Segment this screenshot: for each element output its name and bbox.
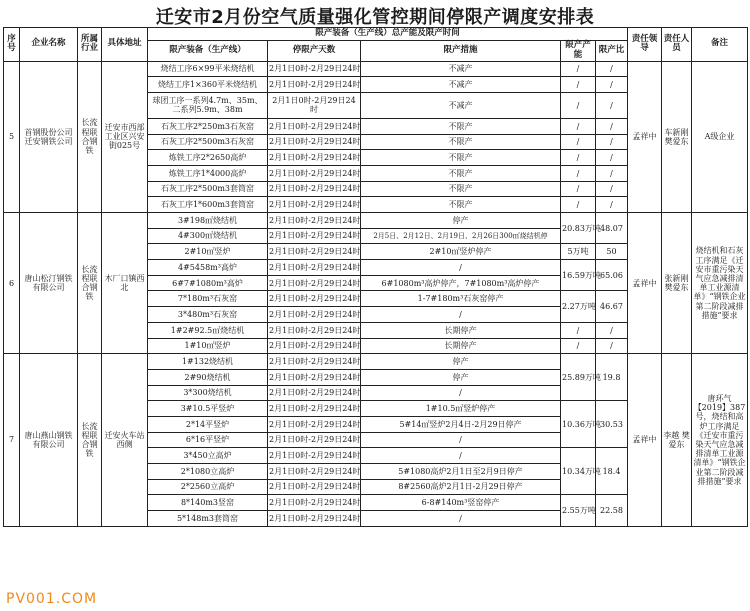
equipment-cell: 6*16平竖炉 [148,432,268,448]
days-cell: 2月1日0时-2月29日24时 [268,61,361,77]
measure-cell: 长期停产 [361,338,561,354]
company-name: 唐山松汀钢铁有限公司 [20,213,78,354]
measure-cell: 不限产 [361,165,561,181]
measure-cell: 不限产 [361,134,561,150]
measure-cell: 不减产 [361,77,561,93]
equipment-cell: 球团工序一系列4.7m、35m、二系列5.9m、38m [148,92,268,118]
equipment-cell: 2*1080立高炉 [148,464,268,480]
capacity-cell: / [561,197,596,213]
company-leader: 孟祥中 [628,61,662,213]
measure-cell: 停产 [361,369,561,385]
company-leader: 孟祥中 [628,354,662,527]
equipment-cell: 石灰工序2*250m3石灰窑 [148,118,268,134]
capacity-cell: / [561,338,596,354]
measure-cell: / [361,385,561,401]
capacity-cell: 16.59万吨 [561,260,596,291]
days-cell: 2月1日0时-2月29日24时 [268,165,361,181]
days-cell: 2月1日0时-2月29日24时 [268,448,361,464]
company-address: 迁安火车站西侧 [102,354,148,527]
ratio-cell: 50 [596,244,628,260]
ratio-cell: / [596,197,628,213]
measure-cell: 长期停产 [361,322,561,338]
days-cell: 2月1日0时-2月29日24时 [268,338,361,354]
equipment-cell: 1#132烧结机 [148,354,268,370]
ratio-cell: / [596,165,628,181]
company-person: 张新刚 樊爱东 [662,213,692,354]
equipment-cell: 石灰工序2*500m3套筒窑 [148,181,268,197]
measure-cell: 不限产 [361,118,561,134]
header-company: 企业名称 [20,28,78,62]
ratio-cell: / [596,134,628,150]
capacity-cell: 25.89万吨 [561,354,596,401]
ratio-cell: 46.67 [596,291,628,322]
capacity-cell: / [561,134,596,150]
header-measures: 限产措施 [361,41,561,62]
table-row [4,213,748,229]
days-cell: 2月1日0时-2月29日24时 [268,369,361,385]
equipment-cell: 2#10㎡竖炉 [148,244,268,260]
measure-cell: / [361,307,561,323]
measure-cell: 1-7#180m³石灰窑停产 [361,291,561,307]
measure-cell: / [361,432,561,448]
capacity-cell: / [561,322,596,338]
company-remark: 唐环气【2019】387号，烧结和高炉工序满足《迁安市重污染天气应急减排清单工业源清单》“钢铁企业第二阶段减排措施”要求 [692,354,748,527]
days-cell: 2月1日0时-2月29日24时 [268,228,361,244]
equipment-cell: 1#10㎡竖炉 [148,338,268,354]
ratio-cell: / [596,61,628,77]
equipment-cell: 烧结工序6×99平米烧结机 [148,61,268,77]
header-industry: 所属行业 [78,28,102,62]
days-cell: 2月1日0时-2月29日24时 [268,464,361,480]
days-cell: 2月1日0时-2月29日24时 [268,322,361,338]
measure-cell: / [361,260,561,276]
capacity-cell: 5万吨 [561,244,596,260]
company-remark: A级企业 [692,61,748,213]
capacity-cell: / [561,181,596,197]
capacity-cell: 20.83万吨 [561,213,596,244]
company-address: 木厂口镇西北 [102,213,148,354]
document-title: 迁安市2月份空气质量强化管控期间停限产调度安排表 [155,7,595,28]
schedule-table [3,27,748,527]
ratio-cell: 30.53 [596,401,628,448]
ratio-cell: 18.4 [596,448,628,495]
ratio-cell: / [596,150,628,166]
equipment-cell: 石灰工序2*500m3石灰窑 [148,134,268,150]
header-equipment: 限产装备（生产线） [148,41,268,62]
days-cell: 2月1日0时-2月29日24时 [268,354,361,370]
company-remark: 烧结机和石灰工序满足《迁安市重污染天气应急减排清单工业源清单》“钢铁企业第二阶段减排措施”要求 [692,213,748,354]
equipment-cell: 2*2560立高炉 [148,479,268,495]
measure-cell: 6-8#140m³竖窑停产 [361,495,561,511]
measure-cell: 2月5日、2月12日、2月19日、2月26日300㎡烧结机停 [361,228,561,244]
capacity-cell: / [561,61,596,77]
equipment-cell: 1#2#92.5㎡烧结机 [148,322,268,338]
header-capacity: 限产产能 [561,41,596,62]
equipment-cell: 6#7#1080m³高炉 [148,275,268,291]
measure-cell: 5#1080高炉2月1日至2月9日停产 [361,464,561,480]
header-address: 具体地址 [102,28,148,62]
capacity-cell: / [561,92,596,118]
equipment-cell: 石灰工序1*600m3套筒窑 [148,197,268,213]
measure-cell: 不限产 [361,197,561,213]
measure-cell: 不限产 [361,181,561,197]
measure-cell: 2#10㎡竖炉停产 [361,244,561,260]
equipment-cell: 炼铁工序1*4000高炉 [148,165,268,181]
measure-cell: 8#2560高炉2月1日-2月29日停产 [361,479,561,495]
table-row [4,61,748,77]
company-name: 唐山燕山钢铁有限公司 [20,354,78,527]
header-leader: 责任领导 [628,28,662,62]
measure-cell: 停产 [361,213,561,229]
equipment-cell: 炼铁工序2*2650高炉 [148,150,268,166]
company-address: 迁安市西部工业区兴安街025号 [102,61,148,213]
days-cell: 2月1日0时-2月29日24时 [268,92,361,118]
ratio-cell: 22.58 [596,495,628,526]
header-person: 责任人员 [662,28,692,62]
ratio-cell: 65.06 [596,260,628,291]
measure-cell: 1#10.5㎡竖炉停产 [361,401,561,417]
company-seq: 5 [4,61,20,213]
header-row [4,28,748,41]
measure-cell: 不限产 [361,150,561,166]
days-cell: 2月1日0时-2月29日24时 [268,244,361,260]
equipment-cell: 7*180m³石灰窑 [148,291,268,307]
days-cell: 2月1日0时-2月29日24时 [268,432,361,448]
company-seq: 6 [4,213,20,354]
days-cell: 2月1日0时-2月29日24时 [268,291,361,307]
equipment-cell: 3#10.5平竖炉 [148,401,268,417]
days-cell: 2月1日0时-2月29日24时 [268,213,361,229]
equipment-cell: 3*450立高炉 [148,448,268,464]
company-industry: 长流程联合钢铁 [78,354,102,527]
measure-cell: / [361,448,561,464]
capacity-cell: 2.27万吨 [561,291,596,322]
measure-cell: 不减产 [361,92,561,118]
capacity-cell: 10.36万吨 [561,401,596,448]
ratio-cell: / [596,322,628,338]
company-name: 首钢股份公司迁安钢铁公司 [20,61,78,213]
header-seq: 序号 [4,28,20,62]
equipment-cell: 3#198㎡烧结机 [148,213,268,229]
header-remark: 备注 [692,28,748,62]
header-days: 停限产天数 [268,41,361,62]
company-person: 车新刚 樊爱东 [662,61,692,213]
days-cell: 2月1日0时-2月29日24时 [268,260,361,276]
capacity-cell: / [561,150,596,166]
days-cell: 2月1日0时-2月29日24时 [268,511,361,527]
table-row [4,354,748,370]
company-leader: 孟祥中 [628,213,662,354]
measure-cell: 停产 [361,354,561,370]
ratio-cell: 48.07 [596,213,628,244]
days-cell: 2月1日0时-2月29日24时 [268,275,361,291]
measure-cell: 不减产 [361,61,561,77]
header-group: 限产装备（生产线）总产能及限产时间 [148,28,628,41]
equipment-cell: 3*300烧结机 [148,385,268,401]
days-cell: 2月1日0时-2月29日24时 [268,385,361,401]
ratio-cell: 19.8 [596,354,628,401]
ratio-cell: / [596,118,628,134]
equipment-cell: 2#90烧结机 [148,369,268,385]
equipment-cell: 烧结工序1×360平米烧结机 [148,77,268,93]
days-cell: 2月1日0时-2月29日24时 [268,150,361,166]
days-cell: 2月1日0时-2月29日24时 [268,307,361,323]
company-seq: 7 [4,354,20,527]
equipment-cell: 2*14平竖炉 [148,416,268,432]
equipment-cell: 8*140m3竖窑 [148,495,268,511]
measure-cell: 5#14㎡竖炉2月4日-2月29日停产 [361,416,561,432]
measure-cell: / [361,511,561,527]
header-ratio: 限产比 [596,41,628,62]
capacity-cell: / [561,118,596,134]
ratio-cell: / [596,181,628,197]
equipment-cell: 4#5458m³高炉 [148,260,268,276]
days-cell: 2月1日0时-2月29日24时 [268,197,361,213]
days-cell: 2月1日0时-2月29日24时 [268,77,361,93]
company-industry: 长流程联合钢铁 [78,61,102,213]
equipment-cell: 4#300㎡烧结机 [148,228,268,244]
capacity-cell: / [561,77,596,93]
days-cell: 2月1日0时-2月29日24时 [268,495,361,511]
days-cell: 2月1日0时-2月29日24时 [268,401,361,417]
equipment-cell: 3*480m³石灰窑 [148,307,268,323]
days-cell: 2月1日0时-2月29日24时 [268,134,361,150]
company-person: 李越 樊爱东 [662,354,692,527]
measure-cell: 6#1080m³高炉停产，7#1080m³高炉停产 [361,275,561,291]
capacity-cell: 2.55万吨 [561,495,596,526]
ratio-cell: / [596,77,628,93]
watermark-text: PV001.COM [6,591,98,607]
days-cell: 2月1日0时-2月29日24时 [268,416,361,432]
days-cell: 2月1日0时-2月29日24时 [268,181,361,197]
capacity-cell: / [561,165,596,181]
ratio-cell: / [596,92,628,118]
equipment-cell: 5*148m3套筒窑 [148,511,268,527]
capacity-cell: 10.34万吨 [561,448,596,495]
company-industry: 长流程联合钢铁 [78,213,102,354]
days-cell: 2月1日0时-2月29日24时 [268,118,361,134]
ratio-cell: / [596,338,628,354]
days-cell: 2月1日0时-2月29日24时 [268,479,361,495]
